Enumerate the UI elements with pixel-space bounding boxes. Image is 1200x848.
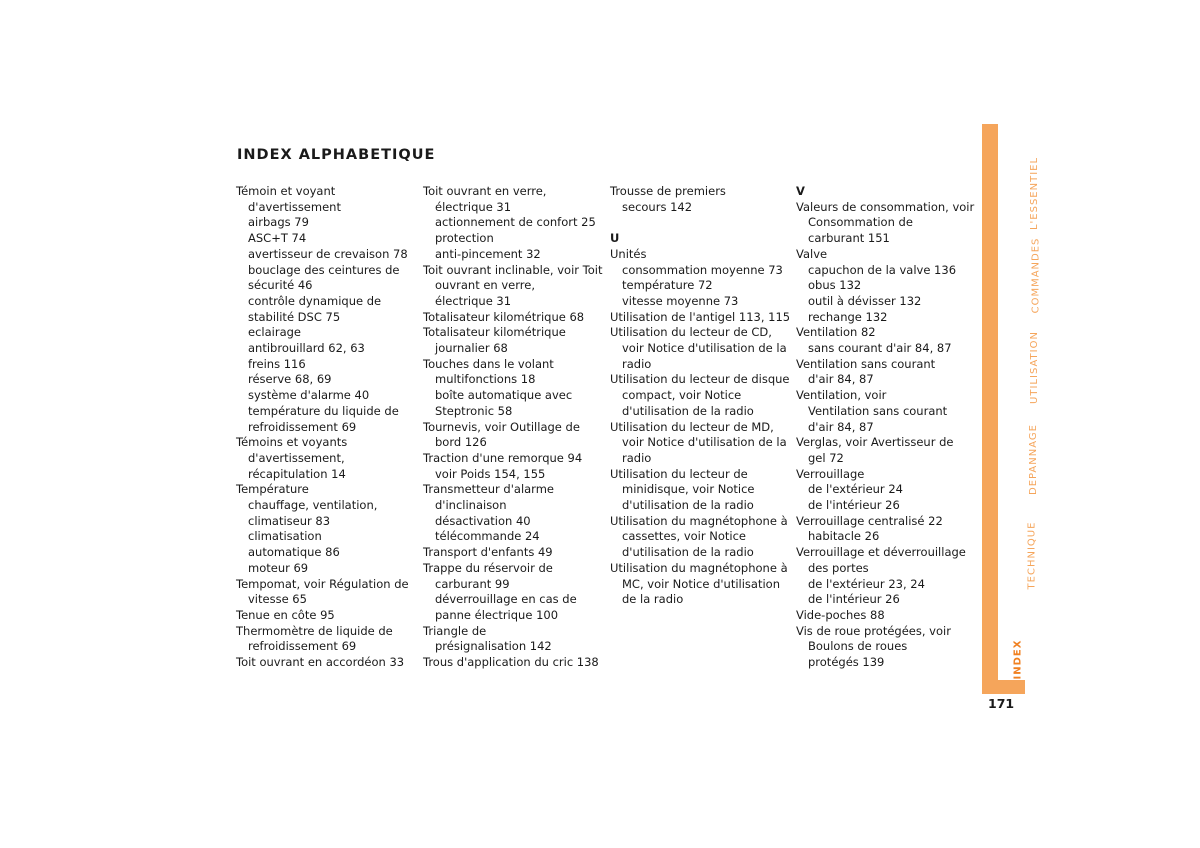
index-entry: Tempomat, voir Régulation de [236, 576, 409, 591]
index-entry: voir Poids 154, 155 [435, 466, 546, 481]
index-entry: carburant 99 [435, 576, 510, 591]
index-entry: Vis de roue protégées, voir [796, 623, 951, 638]
index-entry: radio [622, 450, 652, 465]
index-entry: Valve [796, 246, 828, 261]
index-entry: de l'extérieur 24 [808, 482, 903, 497]
tab-essentiel[interactable]: L'ESSENTIEL [1029, 156, 1041, 231]
index-entry: refroidissement 69 [248, 639, 357, 654]
index-entry: chauffage, ventilation, [248, 498, 378, 513]
index-entry: freins 116 [248, 356, 306, 371]
index-entry: eclairage [248, 325, 301, 340]
index-entry: climatisation [248, 529, 322, 544]
index-entry: Unités [610, 246, 647, 261]
index-entry: boîte automatique avec [435, 388, 573, 403]
index-column-3 [610, 184, 791, 608]
index-entry: voir Notice d'utilisation de la [622, 435, 787, 450]
index-entry: Utilisation du lecteur de MD, [610, 419, 774, 434]
index-entry: récapitulation 14 [248, 466, 346, 481]
index-entry: électrique 31 [435, 199, 512, 214]
section-letter-u: U [610, 231, 620, 246]
index-entry: température du liquide de [248, 403, 399, 418]
index-entry: bouclage des ceintures de [248, 262, 400, 277]
index-entry: Touches dans le volant [423, 356, 554, 371]
index-entry: Température [236, 482, 309, 497]
index-entry: de la radio [622, 592, 684, 607]
index-entry: Verglas, voir Avertisseur de [796, 435, 954, 450]
index-entry: vitesse moyenne 73 [622, 293, 739, 308]
index-entry: anti-pincement 32 [435, 246, 541, 261]
index-entry: sécurité 46 [248, 278, 313, 293]
index-entry: bord 126 [435, 435, 487, 450]
index-entry: Ventilation 82 [796, 325, 876, 340]
index-entry: température 72 [622, 278, 713, 293]
index-entry: Toit ouvrant inclinable, voir Toit [423, 262, 603, 277]
index-entry: Totalisateur kilométrique 68 [423, 309, 585, 324]
index-entry: refroidissement 69 [248, 419, 357, 434]
index-entry: consommation moyenne 73 [622, 262, 783, 277]
index-entry: Trappe du réservoir de [423, 560, 553, 575]
index-entry: Utilisation du lecteur de disque [610, 372, 790, 387]
index-entry: radio [622, 356, 652, 371]
tab-index[interactable]: INDEX [1012, 639, 1024, 680]
index-entry: Ventilation, voir [796, 388, 887, 403]
index-entry: secours 142 [622, 199, 693, 214]
index-entry: rechange 132 [808, 309, 888, 324]
index-entry: Ventilation sans courant [796, 356, 936, 371]
index-entry: de l'extérieur 23, 24 [808, 576, 925, 591]
index-entry: Consommation de [808, 215, 913, 230]
index-entry: de l'intérieur 26 [808, 592, 900, 607]
index-entry: Utilisation du magnétophone à [610, 560, 788, 575]
tab-depannage[interactable]: DEPANNAGE [1027, 424, 1039, 495]
index-entry: protégés 139 [808, 655, 885, 670]
index-entry: déverrouillage en cas de [435, 592, 577, 607]
tab-utilisation[interactable]: UTILISATION [1028, 331, 1040, 404]
thumb-index-tabs [998, 124, 1042, 682]
index-entry: voir Notice d'utilisation de la [622, 341, 787, 356]
index-entry: d'avertissement, [248, 450, 345, 465]
index-entry: électrique 31 [435, 293, 512, 308]
index-entry: actionnement de confort 25 [435, 215, 596, 230]
index-entry: journalier 68 [435, 341, 508, 356]
index-entry: climatiseur 83 [248, 513, 331, 528]
index-entry: système d'alarme 40 [248, 388, 370, 403]
index-entry: cassettes, voir Notice [622, 529, 746, 544]
thumb-index-bar [982, 124, 998, 682]
index-entry: Utilisation de l'antigel 113, 115 [610, 309, 791, 324]
index-entry: stabilité DSC 75 [248, 309, 341, 324]
index-entry: Transmetteur d'alarme [423, 482, 554, 497]
index-entry: airbags 79 [248, 215, 309, 230]
index-entry: capuchon de la valve 136 [808, 262, 957, 277]
index-entry: télécommande 24 [435, 529, 540, 544]
page-title: INDEX ALPHABETIQUE [237, 147, 436, 163]
index-entry: Boulons de roues [808, 639, 908, 654]
page-number-bar [982, 680, 1025, 694]
index-entry: minidisque, voir Notice [622, 482, 755, 497]
index-entry: réserve 68, 69 [248, 372, 332, 387]
index-entry: contrôle dynamique de [248, 293, 382, 308]
index-entry: MC, voir Notice d'utilisation [622, 576, 780, 591]
index-entry: Verrouillage et déverrouillage [796, 545, 966, 560]
index-entry: d'utilisation de la radio [622, 403, 754, 418]
index-entry: carburant 151 [808, 231, 890, 246]
index-entry: Témoins et voyants [236, 435, 348, 450]
index-entry: Tournevis, voir Outillage de [423, 419, 580, 434]
index-entry: Verrouillage [796, 466, 865, 481]
index-entry: automatique 86 [248, 545, 340, 560]
index-entry: Utilisation du lecteur de CD, [610, 325, 772, 340]
index-entry: Triangle de [423, 623, 487, 638]
index-entry: Tenue en côte 95 [236, 607, 335, 622]
index-entry: Steptronic 58 [435, 403, 513, 418]
index-entry: habitacle 26 [808, 529, 880, 544]
index-column-4 [796, 184, 974, 671]
index-entry: compact, voir Notice [622, 388, 742, 403]
index-entry: Témoin et voyant [236, 184, 336, 198]
page-number: 171 [988, 696, 1015, 711]
index-entry: d'inclinaison [435, 498, 507, 513]
index-entry: sans courant d'air 84, 87 [808, 341, 952, 356]
index-entry: Trous d'application du cric 138 [423, 655, 599, 670]
section-letter-v: V [796, 184, 805, 198]
index-entry: multifonctions 18 [435, 372, 536, 387]
index-entry: moteur 69 [248, 560, 309, 575]
index-entry: Utilisation du magnétophone à [610, 513, 788, 528]
index-entry: obus 132 [808, 278, 862, 293]
index-entry: ouvrant en verre, [435, 278, 535, 293]
index-entry: Valeurs de consommation, voir [796, 199, 975, 214]
index-entry: Ventilation sans courant [808, 403, 948, 418]
index-entry: antibrouillard 62, 63 [248, 341, 365, 356]
index-entry: Toit ouvrant en verre, [423, 184, 547, 198]
index-entry: d'avertissement [248, 199, 341, 214]
index-entry: ASC+T 74 [248, 231, 307, 246]
index-entry: Utilisation du lecteur de [610, 466, 748, 481]
index-entry: outil à dévisser 132 [808, 293, 922, 308]
index-entry: panne électrique 100 [435, 607, 559, 622]
index-entry: Toit ouvrant en accordéon 33 [236, 655, 405, 670]
index-entry: désactivation 40 [435, 513, 531, 528]
index-column-1 [236, 184, 414, 671]
index-entry: d'air 84, 87 [808, 372, 874, 387]
index-column-2 [423, 184, 601, 671]
tab-commandes[interactable]: COMMANDES [1030, 237, 1042, 314]
blank-line [610, 215, 788, 231]
index-entry: Trousse de premiers [610, 184, 726, 198]
index-entry: Transport d'enfants 49 [423, 545, 553, 560]
tab-technique[interactable]: TECHNIQUE [1026, 521, 1038, 590]
index-entry: des portes [808, 560, 869, 575]
index-entry: Traction d'une remorque 94 [423, 450, 583, 465]
index-entry: Vide-poches 88 [796, 607, 885, 622]
index-entry: avertisseur de crevaison 78 [248, 246, 408, 261]
index-entry: de l'intérieur 26 [808, 498, 900, 513]
index-entry: gel 72 [808, 450, 844, 465]
index-entry: vitesse 65 [248, 592, 307, 607]
index-entry: Thermomètre de liquide de [236, 623, 393, 638]
index-entry: d'air 84, 87 [808, 419, 874, 434]
index-entry: d'utilisation de la radio [622, 545, 754, 560]
index-entry: présignalisation 142 [435, 639, 552, 654]
index-entry: d'utilisation de la radio [622, 498, 754, 513]
index-entry: Verrouillage centralisé 22 [796, 513, 943, 528]
index-entry: Totalisateur kilométrique [423, 325, 566, 340]
index-entry: protection [435, 231, 494, 246]
